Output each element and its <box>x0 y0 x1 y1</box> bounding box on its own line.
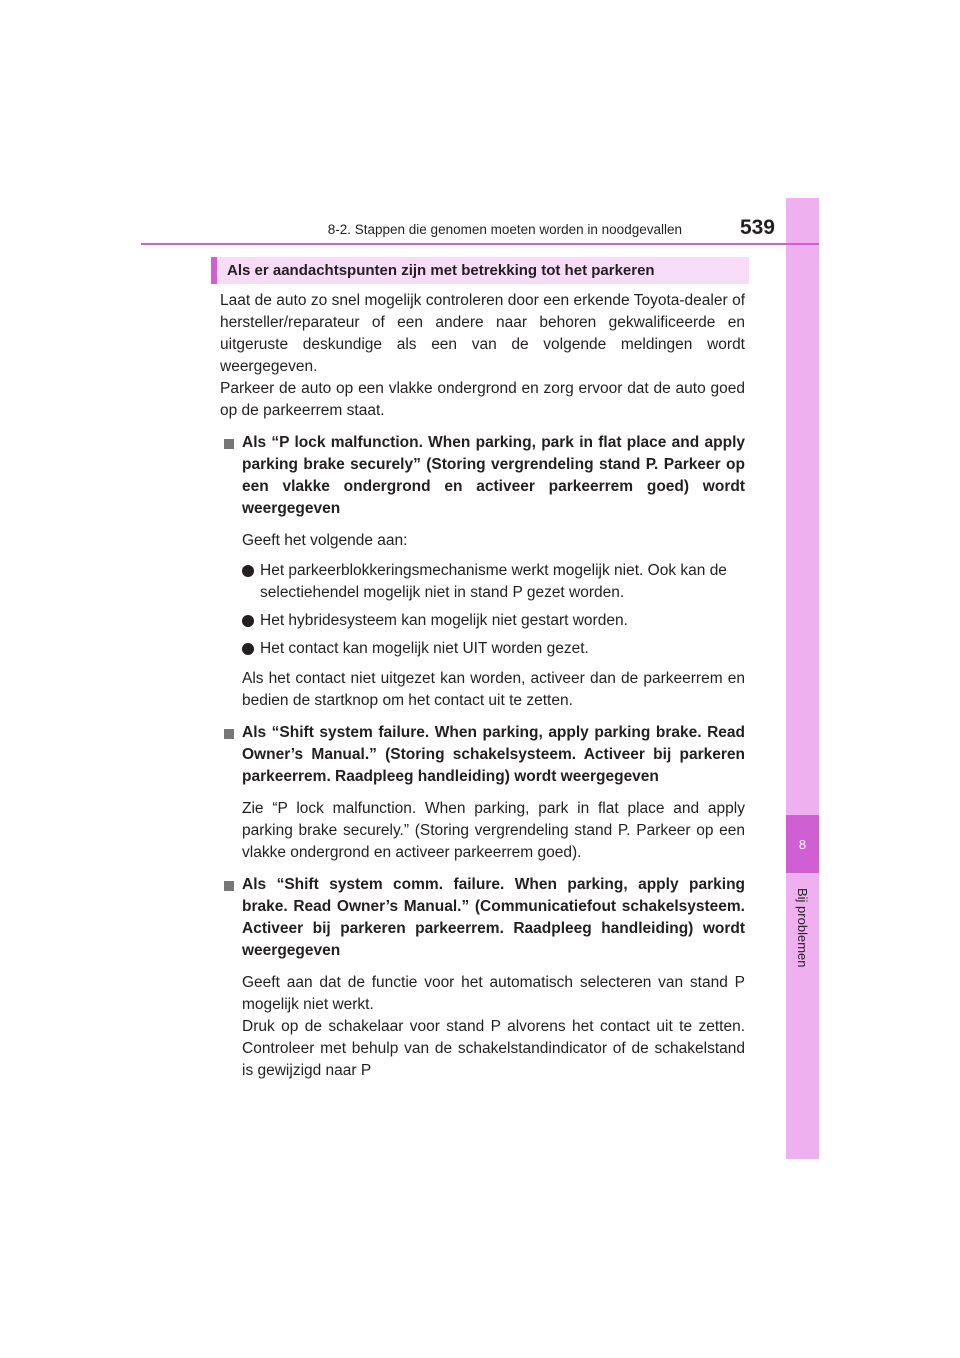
intro-paragraph: Laat de auto zo snel mogelijk controleren door een erkende Toyota-dealer of hersteller/reparateur of een andere naar behoren gekwalificeerde en uitgeruste deskundige als een van de volgende meldingen wordt weergegeven. <box>220 292 745 375</box>
bullet-item <box>242 610 745 632</box>
notice-body: Als het contact niet uitgezet kan worden, activeer dan de parkeerrem en bedien de startknop om het contact uit te zetten. <box>242 670 745 709</box>
notice-item <box>220 874 745 1082</box>
notice-body: Druk op de schakelaar voor stand P alvorens het contact uit te zetten. Controleer met behulp van de schakelstandindicator of de schakelstand is gewijzigd naar P <box>242 1018 745 1079</box>
notice-body: Geeft het volgende aan: <box>242 532 408 549</box>
notice-body: Geeft aan dat de functie voor het automatisch selecteren van stand P mogelijk niet werkt. <box>242 974 745 1013</box>
notice-body: Zie “P lock malfunction. When parking, park in flat place and apply parking brake securely.” (Storing vergrendeling stand P. Parkeer op een vlakke ondergrond en activeer parkeerrem goed). <box>242 800 745 861</box>
square-bullet-icon <box>224 729 234 739</box>
round-bullet-icon <box>242 565 254 577</box>
round-bullet-icon <box>242 615 254 627</box>
notice-title: Als “P lock malfunction. When parking, park in flat place and apply parking brake securely” (Storing vergrendeling stand P. Parkeer op een vlakke ondergrond en activeer parkeerrem goed) wordt weergegeven <box>242 434 745 517</box>
chapter-label: Bij problemen <box>795 888 810 968</box>
notice-item <box>220 722 745 864</box>
square-bullet-icon <box>224 881 234 891</box>
running-header: 8-2. Stappen die genomen moeten worden in noodgevallen <box>327 222 682 237</box>
bullet-text: Het parkeerblokkeringsmechanisme werkt mogelijk niet. Ook kan de selectiehendel mogelijk niet in stand P gezet worden. <box>260 562 727 601</box>
page-number: 539 <box>739 216 775 239</box>
intro-paragraph: Parkeer de auto op een vlakke ondergrond en zorg ervoor dat de auto goed op de parkeerrem staat. <box>220 380 745 419</box>
notice-title: Als “Shift system comm. failure. When parking, apply parking brake. Read Owner’s Manual.” (Communicatiefout schakelsysteem. Activeer bij parkeren parkeerrem. Raadpleeg handleiding) wordt weergegeven <box>242 876 745 959</box>
section-title: Als er aandachtspunten zijn met betrekking tot het parkeren <box>211 257 749 284</box>
header-divider <box>141 243 819 245</box>
square-bullet-icon <box>224 439 234 449</box>
bullet-list <box>242 560 745 660</box>
chapter-number-tab: 8 <box>786 815 819 873</box>
chapter-strip <box>786 198 819 1159</box>
notice-item <box>220 432 745 712</box>
bullet-item <box>242 560 745 604</box>
body-content <box>220 290 745 1092</box>
bullet-text: Het contact kan mogelijk niet UIT worden gezet. <box>260 640 589 657</box>
notice-title: Als “Shift system failure. When parking, apply parking brake. Read Owner’s Manual.” (Storing schakelsysteem. Activeer bij parkeren parkeerrem. Raadpleeg handleiding) wordt weergegeven <box>242 724 745 785</box>
round-bullet-icon <box>242 643 254 655</box>
bullet-text: Het hybridesysteem kan mogelijk niet gestart worden. <box>260 612 628 629</box>
bullet-item <box>242 638 745 660</box>
